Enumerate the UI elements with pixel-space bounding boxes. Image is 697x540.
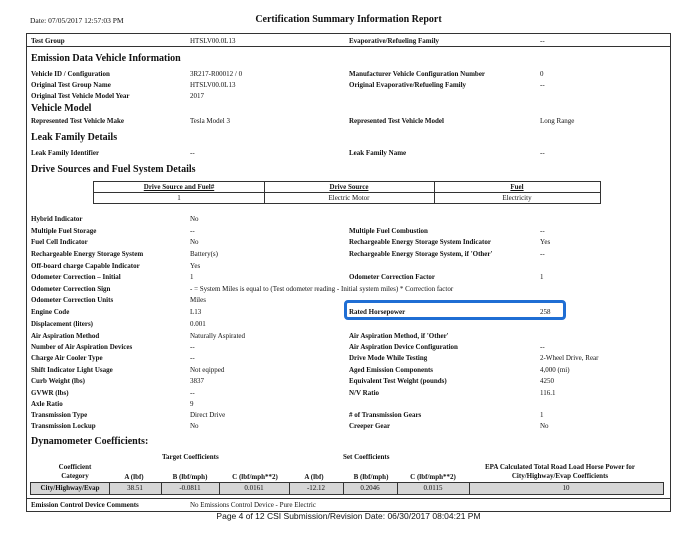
detail-label: Odometer Correction Sign (31, 285, 111, 293)
orig-test-group-value: HTSLV00.0L13 (190, 81, 236, 89)
dyno-target-a: 38.51 (127, 484, 143, 492)
dyno-set-b: 0.2046 (360, 484, 380, 492)
detail-value: - = System Miles is equal to (Test odometer reading - Initial system miles) * Correction factor (190, 285, 454, 293)
rated-horsepower-value: 258 (540, 308, 551, 316)
orig-evap-value: -- (540, 81, 545, 89)
vehicle-id-label: Vehicle ID / Configuration (31, 70, 110, 78)
detail-value: -- (190, 354, 195, 362)
detail-value: 1 (540, 411, 544, 419)
dyno-set-label: Set Coefficients (343, 453, 390, 461)
dyno-category-label: Category (61, 472, 89, 480)
mfr-config-value: 0 (540, 70, 544, 78)
detail-value: No (190, 422, 199, 430)
detail-value: L13 (190, 308, 202, 316)
detail-value: Miles (190, 296, 206, 304)
drive-source-cell-num: 1 (177, 194, 181, 202)
emission-control-label: Emission Control Device Comments (31, 501, 139, 509)
dyno-set-b-header: B (lbf/mph) (353, 473, 389, 481)
vehicle-model-label: Represented Test Vehicle Model (349, 117, 444, 125)
dyno-title: Dynamometer Coefficients: (31, 436, 149, 447)
detail-label: Fuel Cell Indicator (31, 238, 88, 246)
orig-model-year-value: 2017 (190, 92, 204, 100)
dyno-row-category: City/Highway/Evap (40, 484, 100, 492)
vehicle-make-value: Tesla Model 3 (190, 117, 230, 125)
detail-value: 9 (190, 400, 194, 408)
orig-model-year-label: Original Test Vehicle Model Year (31, 92, 130, 100)
detail-value: Yes (540, 238, 551, 246)
detail-value: Battery(s) (190, 250, 218, 258)
dyno-target-c-header: C (lbf/mph**2) (232, 473, 278, 481)
dyno-target-b: -0.0811 (179, 484, 201, 492)
dyno-data-row (30, 482, 664, 495)
dyno-target-b-header: B (lbf/mph) (172, 473, 208, 481)
detail-value: -- (190, 227, 195, 235)
detail-label: Off-board charge Capable Indicator (31, 262, 140, 270)
detail-value: Direct Drive (190, 411, 226, 419)
dyno-set-a-header: A (lbf) (304, 473, 324, 481)
detail-label: Charge Air Cooler Type (31, 354, 103, 362)
mfr-config-label: Manufacturer Vehicle Configuration Number (349, 70, 486, 78)
detail-value: 3837 (190, 377, 204, 385)
detail-value: No (190, 215, 199, 223)
detail-value: 1 (540, 273, 544, 281)
detail-label: Drive Mode While Testing (349, 354, 428, 362)
drive-source-cell-source: Electric Motor (328, 194, 370, 202)
detail-value: Not eqipped (190, 366, 225, 374)
vehicle-model-title: Vehicle Model (31, 103, 92, 114)
detail-label: Engine Code (31, 308, 70, 316)
dyno-epa-label-1: EPA Calculated Total Road Load Horse Power for (484, 463, 636, 471)
vehicle-model-value: Long Range (540, 117, 575, 125)
drive-source-header-num: Drive Source and Fuel# (143, 183, 215, 191)
orig-test-group-label: Original Test Group Name (31, 81, 111, 89)
detail-label: Rechargeable Energy Storage System Indicator (349, 238, 491, 246)
evap-family-label: Evaporative/Refueling Family (349, 37, 440, 45)
dyno-target-c: 0.0161 (244, 484, 264, 492)
detail-label: Number of Air Aspiration Devices (31, 343, 133, 351)
detail-value: -- (540, 227, 545, 235)
detail-value: 116.1 (540, 389, 556, 397)
detail-label: Axle Ratio (31, 400, 63, 408)
detail-label: Odometer Correction Units (31, 296, 114, 304)
emission-section-title: Emission Data Vehicle Information (31, 53, 181, 64)
test-group-value: HTSLV00.0L13 (190, 37, 236, 45)
detail-value: No (190, 238, 199, 246)
detail-label: Air Aspiration Method (31, 332, 100, 340)
detail-value: 4,000 (mi) (540, 366, 570, 374)
detail-label: Air Aspiration Method, if 'Other' (349, 332, 449, 340)
rated-horsepower-highlight (344, 300, 566, 320)
detail-label: Odometer Correction – Initial (31, 273, 121, 281)
drive-source-header-fuel: Fuel (510, 183, 524, 191)
test-group-label: Test Group (31, 37, 65, 45)
leak-family-id-value: -- (190, 149, 195, 157)
rated-horsepower-label: Rated Horsepower (349, 308, 406, 316)
detail-label: GVWR (lbs) (31, 389, 69, 397)
detail-label: Multiple Fuel Storage (31, 227, 97, 235)
detail-value: 2-Wheel Drive, Rear (540, 354, 599, 362)
detail-value: Yes (190, 262, 201, 270)
report-title: Certification Summary Information Report (255, 14, 442, 25)
drive-source-cell-fuel: Electricity (502, 194, 532, 202)
detail-label: Air Aspiration Device Configuration (349, 343, 458, 351)
detail-label: Hybrid Indicator (31, 215, 83, 223)
leak-family-name-value: -- (540, 149, 545, 157)
detail-label: Rechargeable Energy Storage System (31, 250, 144, 258)
drive-source-table (93, 181, 601, 204)
detail-label: Creeper Gear (349, 422, 391, 430)
dyno-set-c-header: C (lbf/mph**2) (410, 473, 456, 481)
detail-label: Rechargeable Energy Storage System, if 'Other' (349, 250, 493, 258)
dyno-epa-label-2: City/Highway/Evap Coefficients (511, 472, 609, 480)
drive-sources-title: Drive Sources and Fuel System Details (31, 164, 196, 175)
detail-label: Curb Weight (lbs) (31, 377, 85, 385)
vehicle-id-value: 3R217-R00012 / 0 (190, 70, 243, 78)
detail-label: Odometer Correction Factor (349, 273, 436, 281)
detail-value: No (540, 422, 549, 430)
detail-label: Aged Emission Components (349, 366, 434, 374)
leak-family-name-label: Leak Family Name (349, 149, 407, 157)
detail-label: Multiple Fuel Combustion (349, 227, 428, 235)
detail-value: Naturally Aspirated (190, 332, 246, 340)
detail-label: # of Transmission Gears (349, 411, 422, 419)
detail-value: 0.001 (190, 320, 206, 328)
detail-value: 4250 (540, 377, 554, 385)
detail-value: -- (540, 250, 545, 258)
detail-label: N/V Ratio (349, 389, 380, 397)
detail-label: Shift Indicator Light Usage (31, 366, 113, 374)
detail-label: Equivalent Test Weight (pounds) (349, 377, 447, 385)
dyno-epa-value: 10 (562, 484, 570, 492)
divider (26, 498, 671, 499)
detail-value: 1 (190, 273, 194, 281)
detail-label: Transmission Type (31, 411, 88, 419)
orig-evap-label: Original Evaporative/Refueling Family (349, 81, 467, 89)
leak-family-title: Leak Family Details (31, 132, 118, 143)
drive-source-header-source: Drive Source (329, 183, 369, 191)
page-footer: Page 4 of 12 CSI Submission/Revision Date: 06/30/2017 08:04:21 PM (216, 511, 481, 521)
dyno-coef-label: Coefficient (58, 463, 92, 471)
dyno-set-a: -12.12 (306, 484, 326, 492)
detail-value: -- (540, 343, 545, 351)
vehicle-make-label: Represented Test Vehicle Make (31, 117, 125, 125)
detail-label: Displacement (liters) (31, 320, 94, 328)
leak-family-id-label: Leak Family Identifier (31, 149, 100, 157)
dyno-set-c: 0.0115 (423, 484, 443, 492)
detail-value: -- (190, 343, 195, 351)
detail-label: Transmission Lockup (31, 422, 96, 430)
report-date: Date: 07/05/2017 12:57:03 PM (30, 16, 124, 25)
dyno-target-label: Target Coefficients (162, 453, 219, 461)
emission-control-value: No Emissions Control Device - Pure Electric (190, 501, 316, 509)
divider (26, 46, 671, 47)
dyno-target-a-header: A (lbf) (124, 473, 144, 481)
detail-value: -- (190, 389, 195, 397)
evap-family-value: -- (540, 37, 545, 45)
